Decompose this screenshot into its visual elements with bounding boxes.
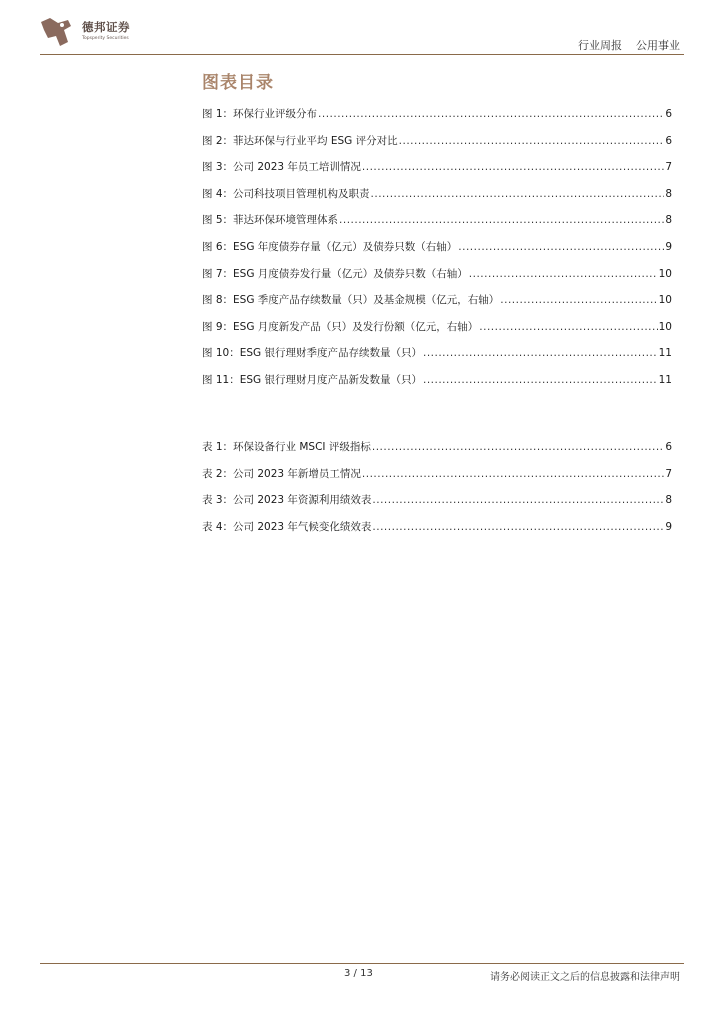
header-divider [40,54,684,55]
toc-entry-page: 8 [665,214,672,227]
brand-logo-icon [38,14,74,50]
toc-entry-label: 图 4：公司科技项目管理机构及职责 [202,187,370,200]
table-list [202,439,672,545]
toc-entry-label: 表 3：公司 2023 年资源利用绩效表 [202,494,372,507]
toc-entry-table-4[interactable] [202,519,672,546]
toc-entry-label: 图 3：公司 2023 年员工培训情况 [202,161,361,174]
dot-leader [500,294,657,306]
toc-entry-page: 8 [665,494,672,507]
toc-entry-figure-9[interactable] [202,319,672,346]
toc-entry-page: 9 [665,240,672,253]
toc-entry-label: 表 1：环保设备行业 MSCI 评级指标 [202,441,371,453]
dot-leader [371,188,665,200]
toc-entry-label: 图 6：ESG 年度债券存量（亿元）及债券只数（右轴） [202,240,458,253]
toc-entry-label: 图 2：菲达环保与行业平均 ESG 评分对比 [202,134,398,147]
toc-entry-page: 8 [665,187,672,200]
dot-leader [339,214,664,226]
toc-entry-figure-2[interactable] [202,133,672,160]
toc-entry-page: 7 [665,161,672,174]
toc-entry-table-3[interactable] [202,492,672,519]
dot-leader [423,347,658,359]
toc-entry-label: 图 9：ESG 月度新发产品（只）及发行份额（亿元，右轴） [202,320,479,333]
dot-leader [469,268,658,280]
toc-entry-figure-3[interactable] [202,159,672,186]
page-indicator: 3 / 13 [344,968,373,979]
page-header [0,0,724,60]
toc-entry-page: 10 [658,267,672,280]
toc-entry-page: 11 [658,373,672,386]
toc-entry-figure-6[interactable] [202,239,672,266]
toc-entry-page: 11 [658,347,672,360]
toc-entry-label: 图 5：菲达环保环境管理体系 [202,214,339,227]
toc-entry-table-2[interactable] [202,466,672,493]
toc-entry-table-1[interactable] [202,439,672,466]
toc-entry-page: 10 [658,320,672,333]
dot-leader [423,374,658,386]
dot-leader [362,468,664,480]
brand-name-en: Topsperity Securities [82,36,129,41]
toc-entry-label: 图 7：ESG 月度债券发行量（亿元）及债券只数（右轴） [202,267,468,280]
toc-entry-page: 7 [665,467,672,480]
toc-entry-figure-8[interactable] [202,292,672,319]
toc-entry-page: 10 [658,294,672,307]
dot-leader [362,161,664,173]
dot-leader [318,108,664,120]
toc-entry-page: 6 [665,441,672,453]
toc-entry-figure-5[interactable] [202,212,672,239]
toc-entry-figure-1[interactable] [202,106,672,133]
dot-leader [372,521,664,533]
toc-entry-figure-7[interactable] [202,266,672,293]
toc-entry-label: 图 1：环保行业评级分布 [202,108,318,120]
footer-divider [40,963,684,964]
toc-entry-label: 表 4：公司 2023 年气候变化绩效表 [202,520,372,533]
toc-entry-label: 图 10：ESG 银行理财季度产品存续数量（只） [202,347,422,360]
brand-logo [38,14,148,50]
toc-entry-figure-4[interactable] [202,186,672,213]
dot-leader [372,441,664,453]
report-type: 行业周报 [578,39,622,52]
toc-entry-page: 9 [665,520,672,533]
legal-disclaimer: 请务必阅读正文之后的信息披露和法律声明 [490,972,680,983]
report-sector: 公用事业 [636,39,680,52]
toc-title: 图表目录 [202,73,274,93]
toc-entry-page: 6 [665,134,672,147]
dot-leader [479,321,657,333]
toc-entry-page: 6 [665,108,672,120]
figure-list [202,106,672,399]
brand-name-cn: 德邦证券 [82,20,130,34]
dot-leader [458,241,664,253]
toc-entry-label: 表 2：公司 2023 年新增员工情况 [202,467,361,480]
toc-entry-label: 图 8：ESG 季度产品存续数量（只）及基金规模（亿元，右轴） [202,294,500,307]
toc-entry-figure-11[interactable] [202,372,672,399]
dot-leader [372,494,664,506]
toc-entry-figure-10[interactable] [202,345,672,372]
report-category [578,37,680,53]
toc-entry-label: 图 11：ESG 银行理财月度产品新发数量（只） [202,373,422,386]
dot-leader [399,135,665,147]
